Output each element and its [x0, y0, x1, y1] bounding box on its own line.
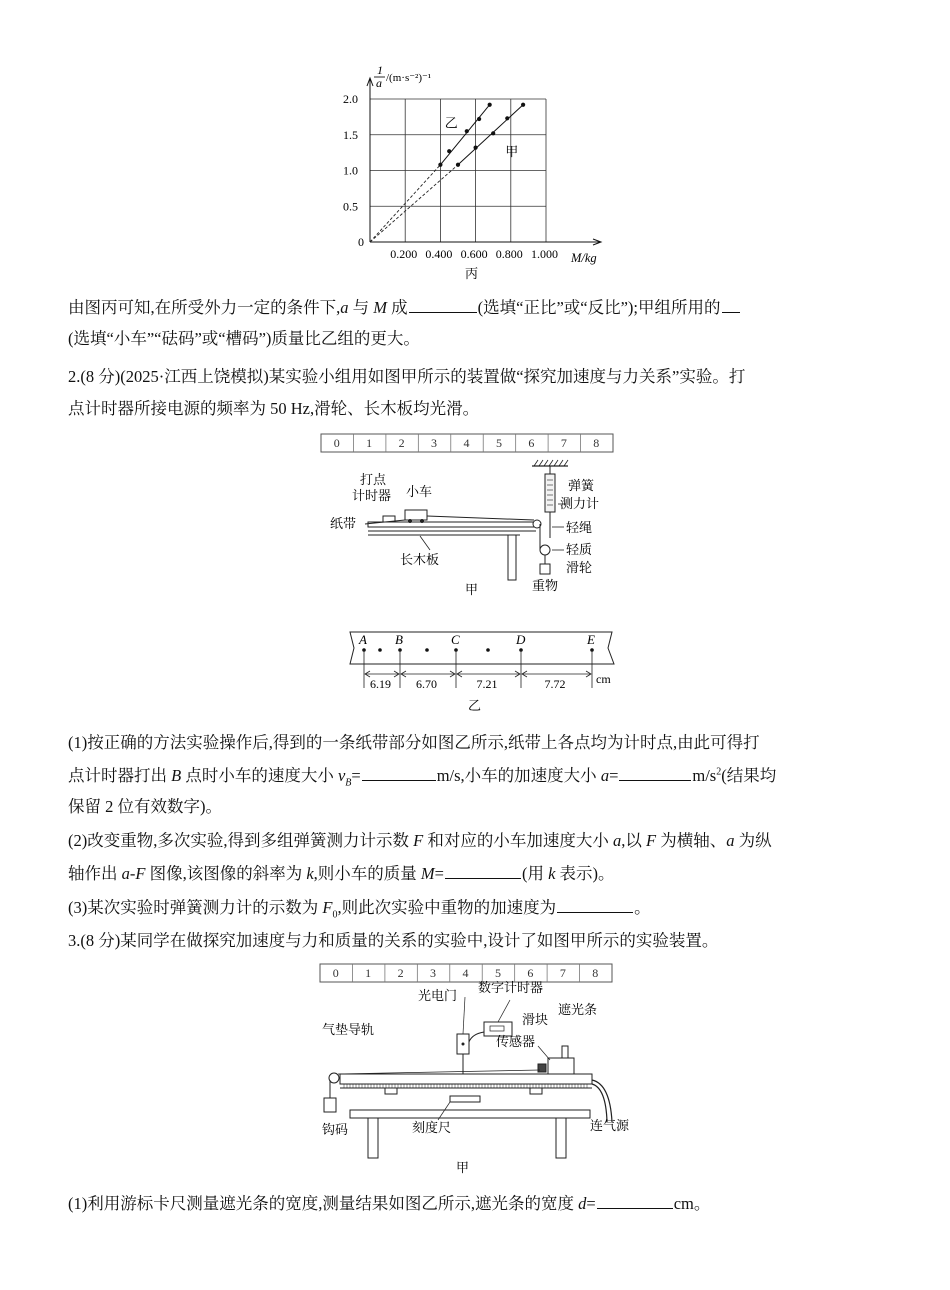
text-span: ,则此次实验中重物的加速度为 — [337, 898, 557, 917]
label-air-source: 连气源 — [590, 1118, 630, 1133]
tape-label-E: E — [587, 632, 595, 647]
answer-blank-a[interactable] — [619, 764, 691, 781]
label-pulley-2: 滑轮 — [566, 560, 593, 575]
text-span: (用 — [521, 864, 544, 883]
series-1-point-1 — [474, 146, 478, 150]
tape-unit: cm — [596, 672, 611, 686]
answer-blank-vB[interactable] — [362, 764, 436, 781]
text-span: 保留 2 位有效数字)。 — [68, 797, 222, 816]
hook-weight — [324, 1098, 336, 1112]
light-strip — [562, 1046, 568, 1058]
x-tick-label-4: 1.000 — [531, 247, 558, 261]
var-M: M — [373, 298, 387, 317]
label-digital-timer: 数字计时器 — [478, 980, 544, 995]
tape-mid-dot-0 — [378, 648, 382, 652]
ruler-number-4: 4 — [463, 436, 470, 450]
chart-grid — [370, 99, 546, 242]
light-pulley — [540, 545, 550, 555]
text-span: = — [586, 1194, 596, 1213]
label-photogate: 光电门 — [418, 988, 458, 1003]
var-M: M — [420, 864, 435, 883]
text-span: = — [609, 766, 619, 785]
tape-gap-label-1: 6.70 — [416, 677, 437, 691]
y-label-denominator: a — [376, 76, 382, 90]
x-axis-label: M/kg — [571, 251, 597, 265]
ruler-number-8: 8 — [592, 966, 599, 980]
text-span: m/s,小车的加速度大小 — [436, 766, 597, 785]
ruler-number-7: 7 — [559, 966, 566, 980]
cart — [405, 510, 427, 520]
text-span: ,以 — [621, 831, 642, 850]
var-d: d — [578, 1194, 587, 1213]
var-F: F — [322, 898, 333, 917]
text-span: ,则小车的质量 — [313, 864, 417, 883]
sub-1-line-2 — [68, 764, 776, 787]
chart-axes — [367, 78, 601, 245]
y-tick-label-1: 0.5 — [343, 199, 358, 214]
sub-2-line-1 — [68, 830, 772, 852]
text-span: 3.(8 分)某同学在做探究加速度与力和质量的关系的实验中,设计了如图甲所示的实验装置。 — [68, 931, 719, 950]
text-span: 为纵 — [738, 831, 772, 850]
var-F: F — [413, 831, 424, 850]
y-label-unit: /(m·s⁻²)⁻¹ — [386, 72, 432, 84]
text-span: (选填“小车”“砝码”或“槽码”)质量比乙组的更大。 — [68, 329, 420, 348]
ruler-number-2: 2 — [398, 436, 405, 450]
label-hook-weight: 钩码 — [322, 1122, 349, 1137]
label-timer-2: 计时器 — [352, 488, 392, 503]
series-0-point-4 — [488, 103, 492, 107]
air-track — [340, 1074, 592, 1084]
sub-B: B — [345, 777, 352, 789]
sub-0: 0 — [332, 909, 338, 921]
series-1-point-4 — [521, 103, 525, 107]
figure-q2-apparatus — [320, 432, 620, 602]
text-span: (选填“正比”或“反比”);甲组所用的 — [477, 298, 721, 317]
question-3-line — [68, 930, 718, 952]
tape-gap-label-3: 7.72 — [544, 677, 566, 691]
label-tape: 纸带 — [330, 516, 357, 531]
var-k: k — [548, 864, 556, 883]
sub-1-line-3 — [68, 796, 222, 818]
label-rope: 轻绳 — [566, 520, 593, 535]
series-1-point-3 — [505, 116, 509, 120]
chart-series — [370, 103, 525, 242]
text-span: 为横轴、 — [660, 831, 727, 850]
text-span: 。 — [634, 898, 651, 917]
sub-1-line-1 — [68, 732, 760, 754]
tape-gap-label-0: 6.19 — [370, 677, 391, 691]
text-line-2 — [68, 328, 420, 350]
y-label-numerator: 1 — [377, 63, 383, 77]
var-F: F — [645, 831, 657, 850]
tape-gap-label-2: 7.21 — [476, 677, 498, 691]
text-span: (结果均 — [721, 766, 777, 785]
label-slider: 滑块 — [522, 1012, 549, 1027]
tape-label-C: C — [451, 632, 460, 647]
long-board — [368, 522, 536, 527]
text-span: (2)改变重物,多次实验,得到多组弹簧测力计示数 — [68, 831, 409, 850]
ruler-number-5: 5 — [494, 966, 501, 980]
tape-caption: 乙 — [468, 698, 482, 713]
series-label-0: 乙 — [444, 115, 458, 131]
ruler-number-2: 2 — [397, 966, 404, 980]
ruler-number-6: 6 — [527, 966, 534, 980]
y-tick-label-4: 2.0 — [343, 92, 358, 106]
label-pulley-1: 轻质 — [566, 542, 593, 557]
text-span: (1)利用游标卡尺测量遮光条的宽度,测量结果如图乙所示,遮光条的宽度 — [68, 1194, 574, 1213]
label-light-strip: 遮光条 — [558, 1002, 598, 1017]
tape-label-D: D — [516, 632, 526, 647]
tape-label-A: A — [359, 632, 367, 647]
text-span: 轴作出 — [68, 864, 118, 883]
text-span: (1)按正确的方法实验操作后,得到的一条纸带部分如图乙所示,纸带上各点均为计时点,由此可得打 — [68, 733, 760, 752]
ruler-number-8: 8 — [593, 436, 600, 450]
var-aF: a-F — [121, 864, 146, 883]
ruler-number-6: 6 — [528, 436, 535, 450]
weight-block — [540, 564, 550, 574]
x-tick-label-2: 0.600 — [460, 247, 488, 261]
figure-caption-jia-3: 甲 — [456, 1160, 470, 1175]
ruler-number-0: 0 — [333, 436, 340, 450]
paper-tape — [350, 632, 614, 664]
text-span: 2.(8 分)(2025·江西上饶模拟)某实验小组用如图甲所示的装置做“探究加速度与力关系”实验。打 — [68, 367, 746, 386]
ruler-number-1: 1 — [365, 966, 372, 980]
text-span: 表示)。 — [559, 864, 615, 883]
var-a: a — [600, 766, 610, 785]
x-tick-label-3: 0.800 — [495, 247, 523, 261]
series-1-point-2 — [491, 131, 495, 135]
y-tick-label-3: 1.5 — [343, 127, 358, 142]
series-0-point-0 — [438, 163, 442, 167]
text-span: (3)某次实验时弹簧测力计的示数为 — [68, 898, 319, 917]
question-2-line-1 — [68, 366, 745, 388]
figure-tape — [340, 628, 630, 714]
series-0-point-2 — [465, 129, 469, 133]
answer-blank-d[interactable] — [597, 1192, 673, 1209]
text-span: cm。 — [673, 1194, 711, 1213]
tape-mid-dot-2 — [486, 648, 490, 652]
text-span: 图像,该图像的斜率为 — [149, 864, 303, 883]
series-0-point-3 — [477, 117, 481, 121]
label-board: 长木板 — [400, 552, 440, 567]
var-v: v — [337, 766, 346, 785]
answer-blank-accel[interactable] — [557, 896, 633, 913]
var-B: B — [171, 766, 182, 785]
chart-bing — [340, 62, 630, 284]
figure-q3-airtrack — [300, 962, 640, 1180]
y-tick-label-0: 0 — [358, 235, 364, 249]
x-tick-label-1: 0.400 — [425, 247, 453, 261]
ruler-number-3: 3 — [430, 966, 437, 980]
text-span: 由图丙可知,在所受外力一定的条件下, — [68, 298, 341, 317]
y-tick-label-2: 1.0 — [343, 163, 358, 178]
answer-blank-1[interactable] — [409, 296, 477, 313]
q3-sub-1-line — [68, 1192, 710, 1215]
var-a: a — [340, 298, 349, 317]
label-spring-2: 测力计 — [560, 496, 600, 511]
text-span: 与 — [352, 298, 370, 317]
label-scale: 刻度尺 — [412, 1120, 452, 1135]
figure-caption-jia: 甲 — [465, 582, 479, 597]
label-weight: 重物 — [532, 578, 559, 593]
series-1-point-0 — [456, 163, 460, 167]
chart-caption: 丙 — [465, 266, 479, 281]
ruler-number-4: 4 — [462, 966, 469, 980]
ruler-number-5: 5 — [495, 436, 502, 450]
var-k: k — [306, 864, 314, 883]
label-timer-1: 打点 — [360, 472, 387, 487]
label-spring-1: 弹簧 — [568, 478, 595, 493]
tape-mid-dot-1 — [425, 648, 429, 652]
tape-label-B: B — [395, 632, 403, 647]
ruler-strip — [321, 434, 613, 452]
ruler-number-3: 3 — [431, 436, 438, 450]
table-top — [350, 1110, 590, 1118]
answer-blank-M[interactable] — [445, 862, 521, 879]
text-span: 和对应的小车加速度大小 — [427, 831, 609, 850]
sub-2-line-2 — [68, 862, 615, 885]
text-span: = — [351, 766, 361, 785]
series-1-extrapolation — [370, 165, 458, 242]
series-label-1: 甲 — [505, 144, 519, 160]
text-span: 点计时器所接电源的频率为 50 Hz,滑轮、长木板均光滑。 — [68, 399, 480, 418]
text-span: 点计时器打出 — [68, 766, 167, 785]
text-span: 点时小车的速度大小 — [185, 766, 334, 785]
text-span: m/s — [692, 766, 717, 785]
sub-3-line — [68, 896, 651, 919]
sup-2: 2 — [716, 766, 722, 778]
slider — [548, 1058, 574, 1074]
var-a: a — [612, 831, 622, 850]
series-0-point-1 — [447, 149, 451, 153]
x-tick-label-0: 0.200 — [390, 247, 418, 261]
ruler-number-0: 0 — [332, 966, 339, 980]
ruler-number-1: 1 — [366, 436, 373, 450]
text-span: = — [434, 864, 444, 883]
label-sensor: 传感器 — [496, 1034, 536, 1049]
var-a: a — [726, 831, 735, 850]
question-2-line-2 — [68, 398, 479, 420]
label-cart: 小车 — [406, 484, 433, 499]
text-line-1 — [68, 296, 741, 319]
label-air-track: 气垫导轨 — [322, 1022, 375, 1037]
ruler-number-7: 7 — [560, 436, 567, 450]
answer-blank-2[interactable] — [722, 296, 740, 313]
text-span: 成 — [391, 298, 408, 317]
